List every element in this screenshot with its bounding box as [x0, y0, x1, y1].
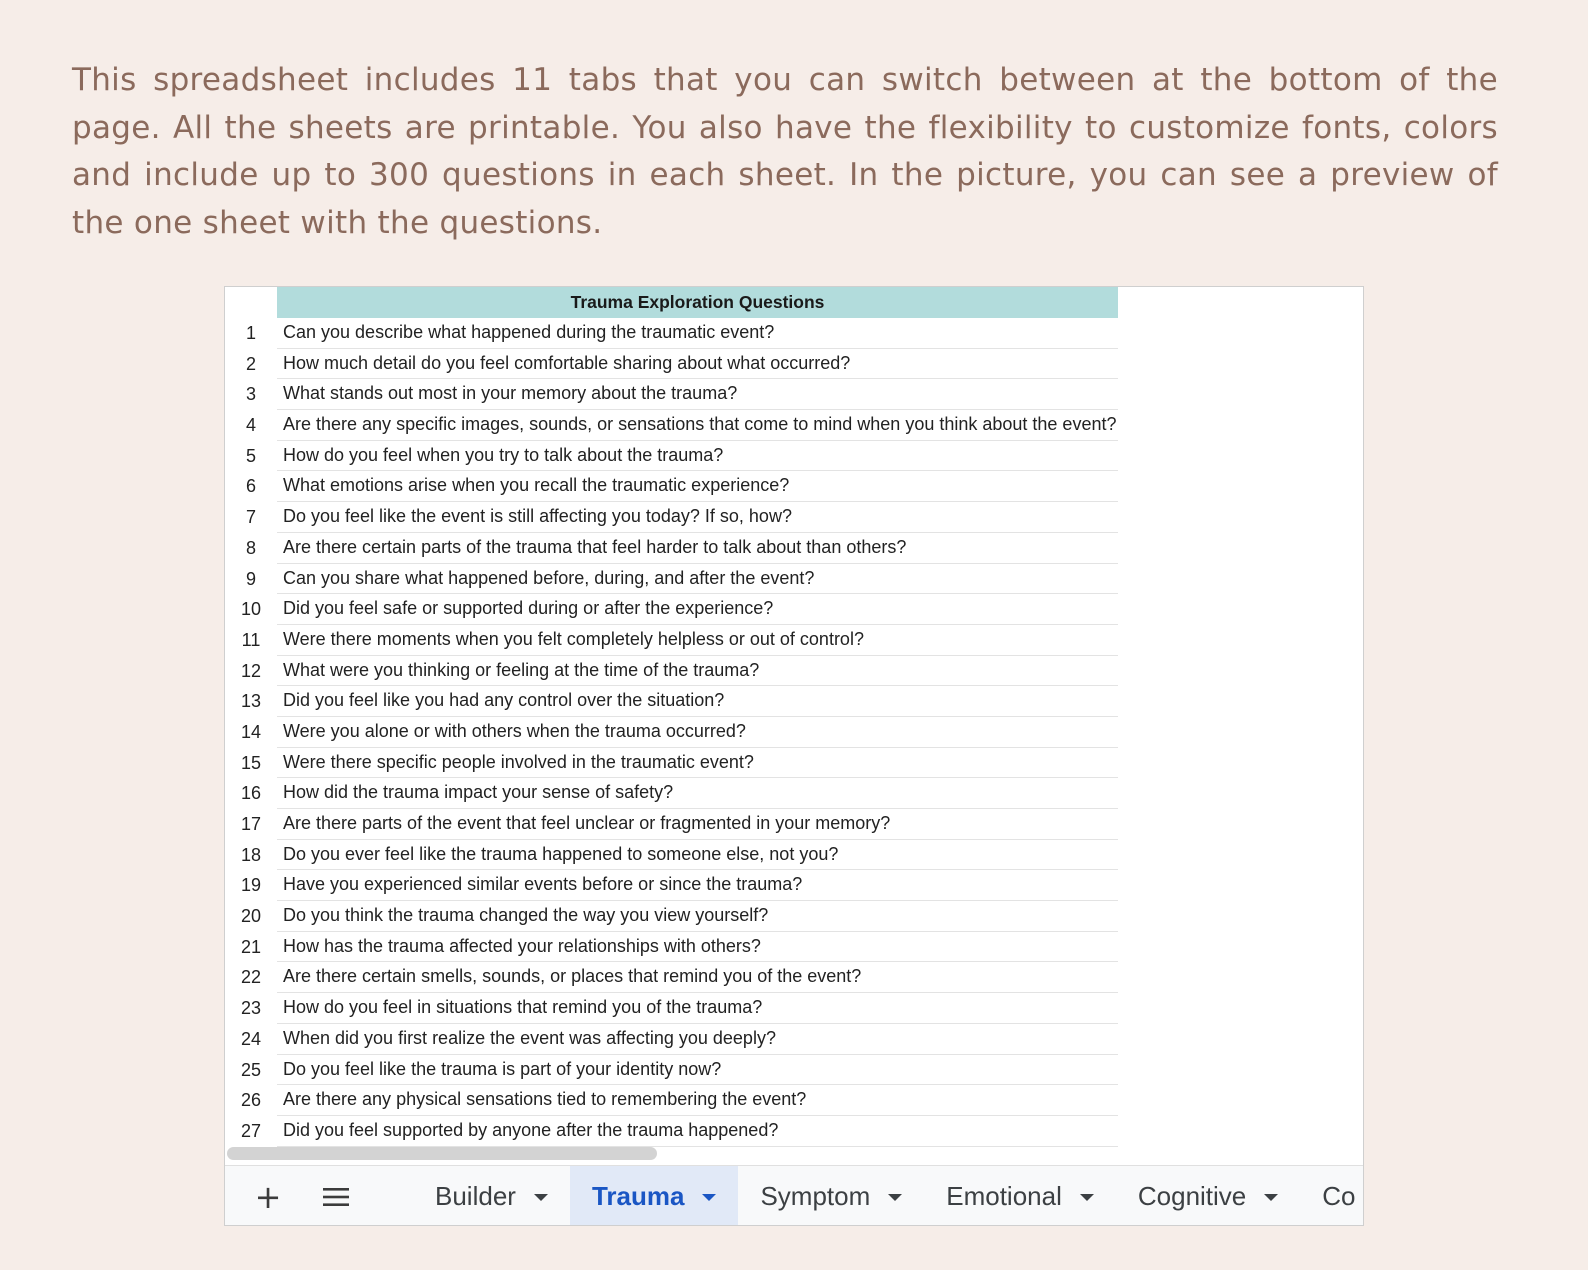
question-cell[interactable]: Do you feel like the trauma is part of your identity now? [277, 1055, 1118, 1086]
sheet-tab-bar [225, 1165, 1363, 1226]
row-number: 2 [245, 353, 256, 374]
tab-label: Symptom [760, 1181, 871, 1211]
tab-builder[interactable] [413, 1166, 570, 1226]
tab-emotional[interactable] [924, 1166, 1116, 1226]
question-rows [225, 318, 1363, 1147]
tab-cognitive[interactable] [1116, 1166, 1300, 1226]
question-cell[interactable]: How did the trauma impact your sense of safety? [277, 778, 1118, 809]
intro-paragraph: This spreadsheet includes 11 tabs that you can switch between at the bottom of the page. All the sheets are printable. You also have the flexibility to customize fonts, colors and include up to 300 questions in each sheet. In the picture, you can see a preview of the one sheet with the questions. [72, 62, 1498, 241]
question-cell[interactable]: How do you feel when you try to talk about the trauma? [277, 441, 1118, 472]
question-cell[interactable]: Did you feel like you had any control over the situation? [277, 686, 1118, 717]
table-row [225, 778, 1363, 809]
sheet-title-cell[interactable]: Trauma Exploration Questions [277, 287, 1118, 318]
row-number: 25 [240, 1059, 262, 1080]
row-number: 12 [240, 660, 262, 681]
row-number: 24 [240, 1028, 262, 1049]
table-row [225, 809, 1363, 840]
row-number: 10 [240, 599, 262, 620]
question-cell[interactable]: Were there moments when you felt completely helpless or out of control? [277, 625, 1118, 656]
question-cell[interactable]: Can you share what happened before, during, and after the event? [277, 564, 1118, 595]
row-number: 15 [240, 752, 262, 773]
question-cell[interactable]: Do you feel like the event is still affecting you today? If so, how? [277, 502, 1118, 533]
table-row [225, 993, 1363, 1024]
row-number: 18 [240, 844, 262, 865]
question-cell[interactable]: Did you feel safe or supported during or after the experience? [277, 594, 1118, 625]
row-number: 23 [240, 998, 262, 1019]
chevron-down-icon[interactable] [702, 1194, 716, 1201]
table-row [225, 594, 1363, 625]
question-cell[interactable]: Were you alone or with others when the trauma occurred? [277, 717, 1118, 748]
question-cell[interactable]: How do you feel in situations that remind you of the trauma? [277, 993, 1118, 1024]
table-row [225, 1085, 1363, 1116]
row-number: 26 [240, 1090, 262, 1111]
question-cell[interactable]: Do you ever feel like the trauma happened to someone else, not you? [277, 840, 1118, 871]
sheet-grid [225, 287, 1363, 1147]
question-cell[interactable]: What were you thinking or feeling at the time of the trauma? [277, 656, 1118, 687]
header-row [225, 287, 1363, 318]
horizontal-scrollbar[interactable] [227, 1147, 657, 1160]
table-row [225, 349, 1363, 380]
question-cell[interactable]: Are there parts of the event that feel unclear or fragmented in your memory? [277, 809, 1118, 840]
question-cell[interactable]: What stands out most in your memory about the trauma? [277, 379, 1118, 410]
row-number: 6 [245, 476, 256, 497]
chevron-down-icon[interactable] [1080, 1194, 1094, 1201]
tab-label: Builder [435, 1181, 516, 1211]
table-row [225, 410, 1363, 441]
row-number: 16 [240, 783, 262, 804]
tab-label: Co [1322, 1181, 1356, 1211]
row-number: 27 [240, 1120, 262, 1141]
tab-label: Cognitive [1137, 1181, 1247, 1211]
question-cell[interactable]: When did you first realize the event was affecting you deeply? [277, 1024, 1118, 1055]
tab-label: Emotional [946, 1181, 1062, 1211]
spreadsheet-preview [224, 286, 1364, 1226]
table-row [225, 1055, 1363, 1086]
hamburger-menu-icon[interactable] [301, 1166, 371, 1226]
table-row [225, 379, 1363, 410]
row-number: 11 [241, 629, 261, 650]
table-row [225, 502, 1363, 533]
row-number: 19 [240, 875, 262, 896]
row-number: 4 [245, 415, 256, 436]
hamburger-lines [323, 1187, 349, 1207]
chevron-down-icon[interactable] [888, 1194, 902, 1201]
plus-icon[interactable]: + [254, 1177, 282, 1216]
question-cell[interactable]: Do you think the trauma changed the way you view yourself? [277, 901, 1118, 932]
row-number: 1 [245, 323, 256, 343]
table-row [225, 717, 1363, 748]
row-number: 21 [240, 936, 262, 957]
table-row [225, 656, 1363, 687]
row-number: 17 [240, 814, 262, 834]
table-row [225, 471, 1363, 502]
table-row [225, 1024, 1363, 1055]
row-number: 7 [245, 507, 256, 528]
table-row [225, 441, 1363, 472]
table-row [225, 748, 1363, 779]
question-cell[interactable]: What emotions arise when you recall the traumatic experience? [277, 471, 1118, 502]
table-row [225, 564, 1363, 595]
question-cell[interactable]: Were there specific people involved in the traumatic event? [277, 748, 1118, 779]
chevron-down-icon[interactable] [534, 1194, 548, 1201]
question-cell[interactable]: How much detail do you feel comfortable sharing about what occurred? [277, 349, 1118, 380]
chevron-down-icon[interactable] [1264, 1194, 1278, 1201]
question-cell[interactable]: Did you feel supported by anyone after the trauma happened? [277, 1116, 1118, 1147]
table-row [225, 932, 1363, 963]
table-row [225, 962, 1363, 993]
table-row [225, 901, 1363, 932]
row-number: 22 [240, 967, 262, 988]
question-cell[interactable]: Are there any physical sensations tied to remembering the event? [277, 1085, 1118, 1116]
row-number: 3 [245, 384, 256, 405]
question-cell[interactable]: Can you describe what happened during the traumatic event? [277, 318, 1118, 349]
tab-symptom[interactable] [738, 1166, 924, 1226]
row-number: 8 [245, 537, 256, 558]
table-row [225, 840, 1363, 871]
table-row [225, 625, 1363, 656]
row-number: 20 [240, 906, 262, 927]
tab-label: Trauma [591, 1181, 685, 1211]
tab-trauma[interactable] [570, 1166, 739, 1226]
sheet-tabs [413, 1166, 1356, 1226]
row-number: 13 [240, 691, 262, 712]
question-cell[interactable]: Are there certain parts of the trauma that feel harder to talk about than others? [277, 533, 1118, 564]
question-cell[interactable]: Are there any specific images, sounds, or sensations that come to mind when you think about the event? [277, 410, 1118, 441]
question-cell[interactable]: Are there certain smells, sounds, or places that remind you of the event? [277, 962, 1118, 993]
table-row [225, 318, 1363, 349]
row-number: 5 [245, 445, 256, 466]
row-number: 9 [245, 568, 256, 589]
row-number: 14 [240, 721, 262, 742]
table-row [225, 870, 1363, 901]
table-row [225, 533, 1363, 564]
question-cell[interactable]: How has the trauma affected your relationships with others? [277, 932, 1118, 963]
table-row [225, 686, 1363, 717]
tab-co[interactable] [1300, 1166, 1355, 1226]
table-row [225, 1116, 1363, 1147]
question-cell[interactable]: Have you experienced similar events before or since the trauma? [277, 870, 1118, 901]
header-row-number [225, 287, 277, 318]
